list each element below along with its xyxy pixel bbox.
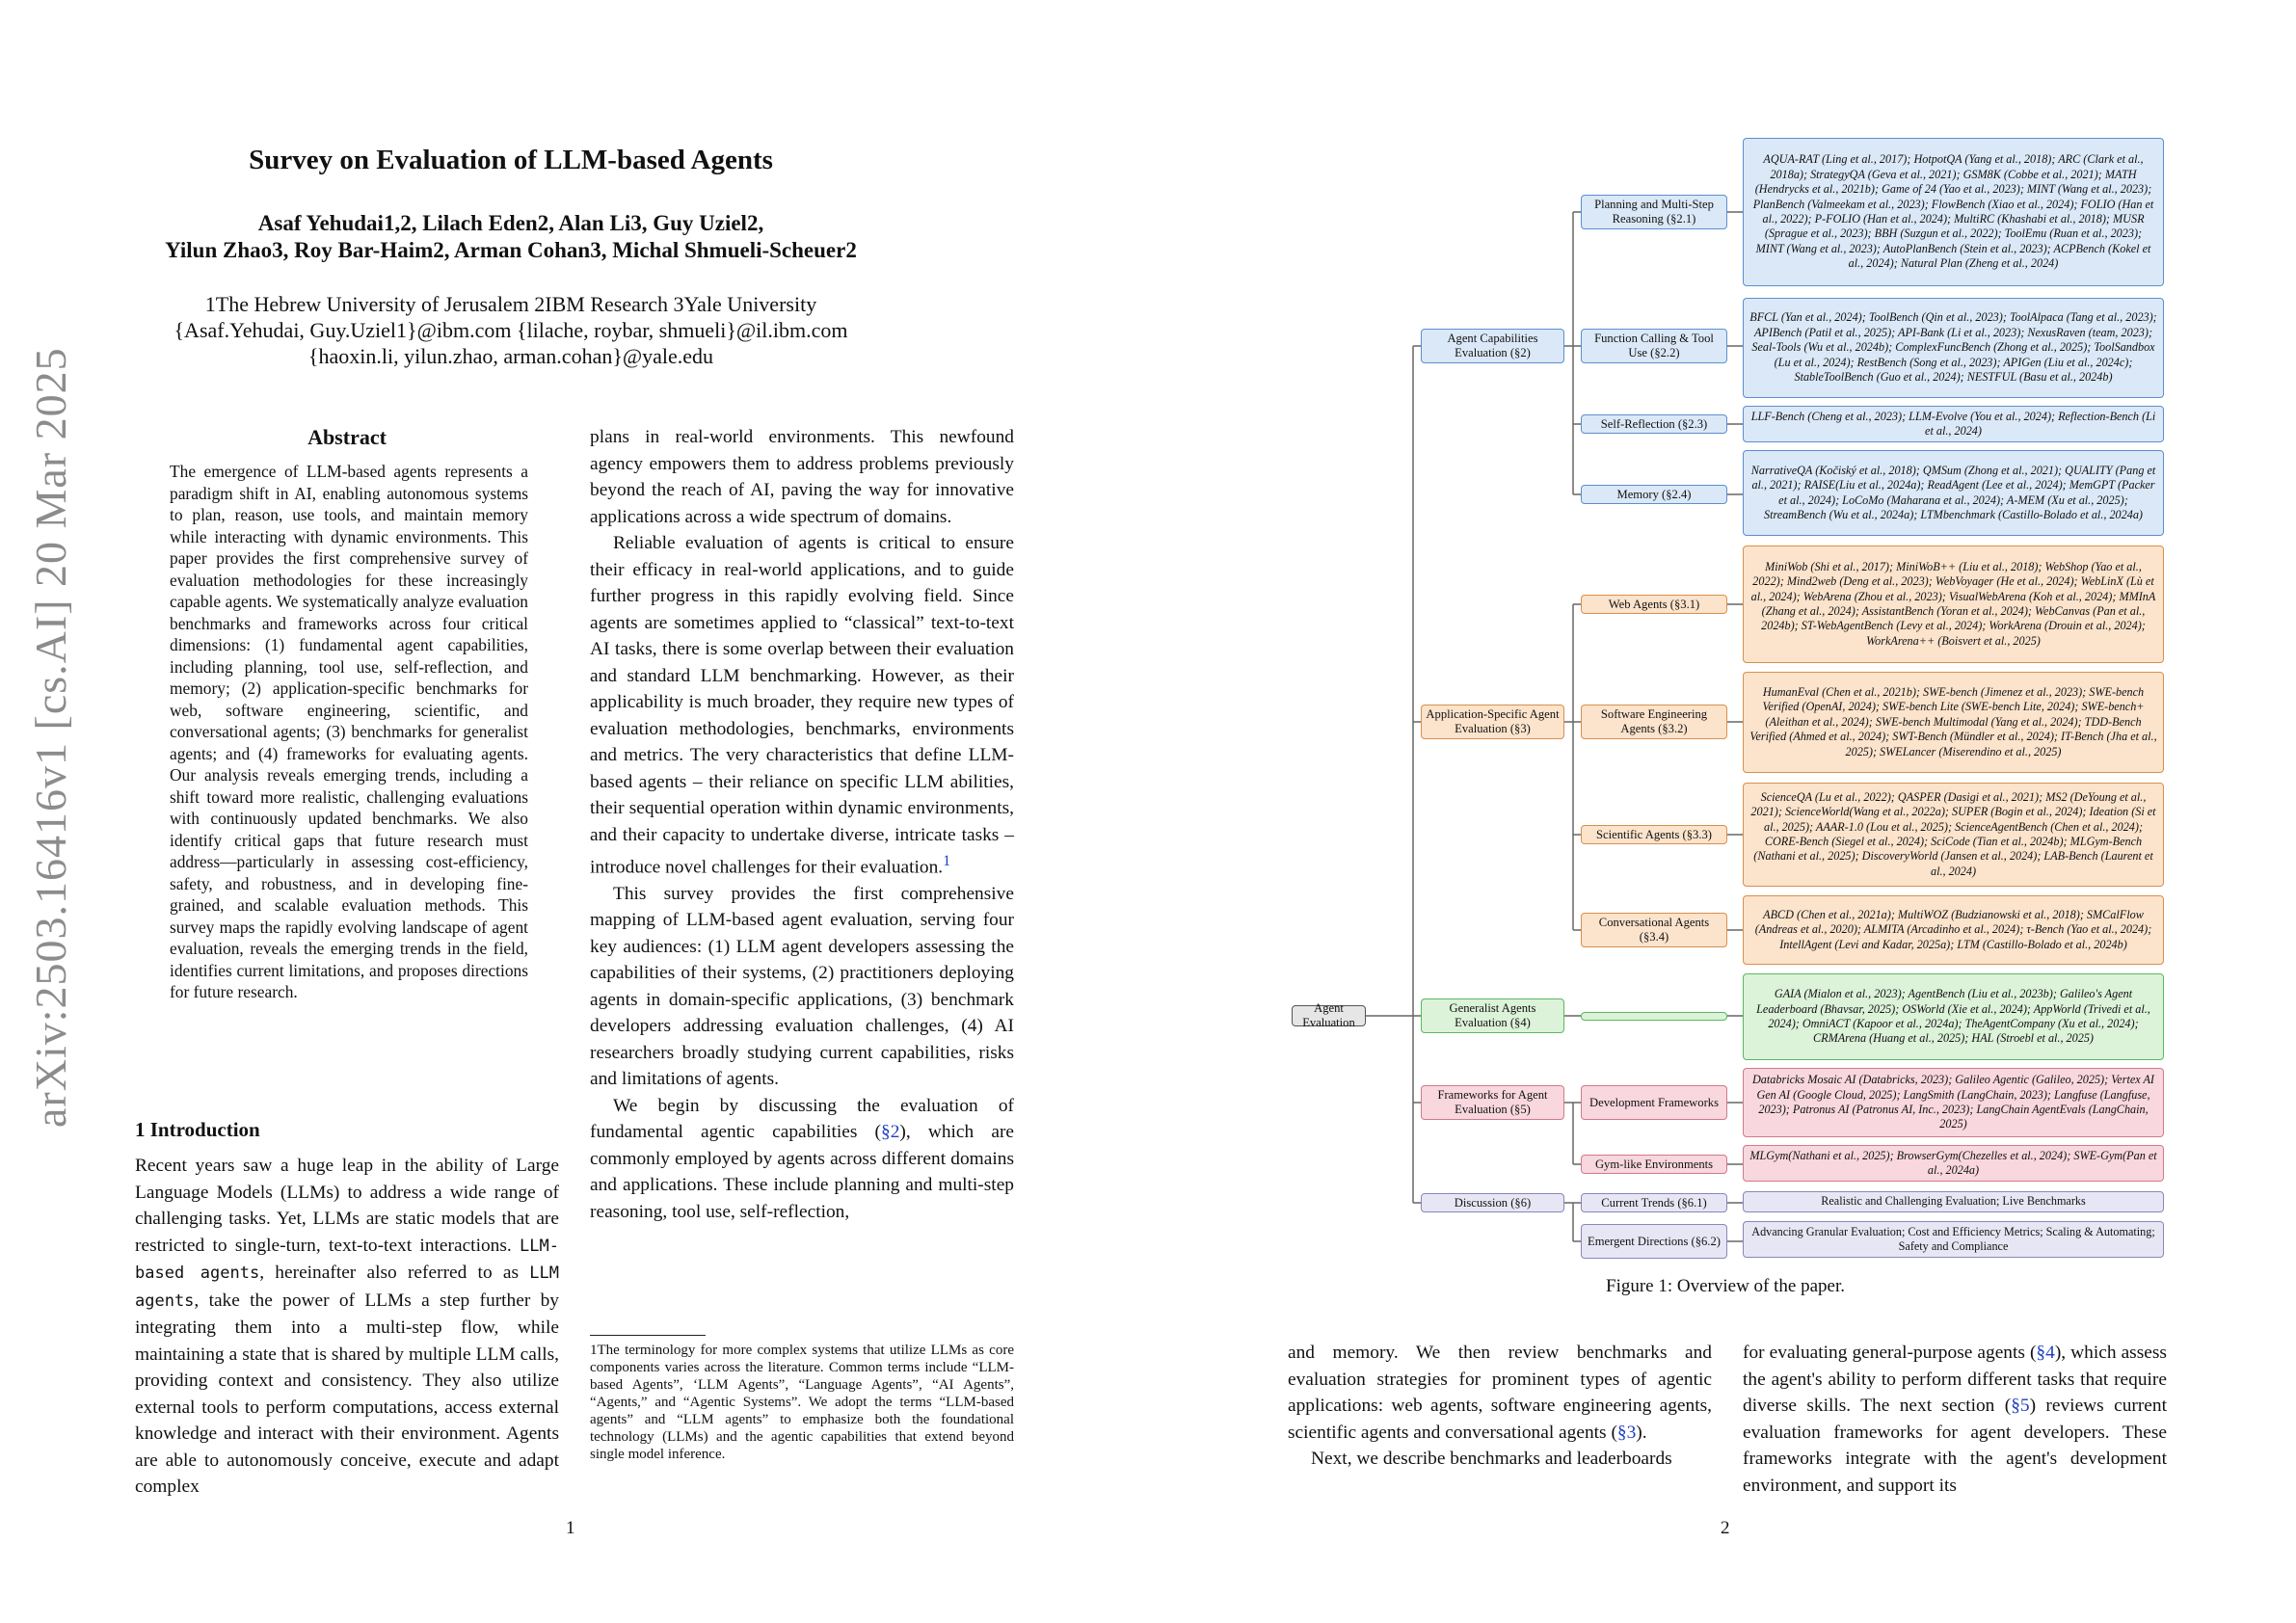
tree-sub-gym-like: Gym-like Environments — [1581, 1155, 1727, 1174]
col2-paragraph-4: We begin by discussing the evaluation of fundamental agentic capabilities (§2), which are commonly employed by agents across different domains and applications. These include planning and multi-step reasoning, tool use, self-reflection, — [590, 1095, 1015, 1222]
affiliation-line: 1The Hebrew University of Jerusalem 2IBM Research 3Yale University — [204, 292, 817, 316]
tree-root-node: Agent Evaluation — [1292, 1005, 1366, 1026]
tree-leaf-memory: NarrativeQA (Kočiský et al., 2018); QMSum (Zhong et al., 2021); QUALITY (Pang et al., 2021); RAISE(Liu et al., 2024a); ReadAgent (Lee et al., 2024); MemGPT (Packer et al., 2024); LoCoMo (Maharana et al., 2024); A-MEM (Xu et al., 2025); StreamBench (Wu et al., 2024a); LTMbenchmark (Castillo-Bolado et al., 2024a) — [1743, 450, 2164, 536]
col3-paragraph-1: and memory. We then review benchmarks and evaluation strategies for prominent types of agentic applications: web agents, software engineering agents, scientific agents and conversational agents (§3). — [1288, 1343, 1712, 1443]
tree-leaf-conversational: ABCD (Chen et al., 2021a); MultiWOZ (Budzianowski et al., 2018); SMCalFlow (Andreas et al., 2020); ALMITA (Arcadinho et al., 2024); τ-Bench (Yao et al., 2024); IntellAgent (Levi and Kadar, 2025a); LTM (Castillo-Bolado et al., 2024b) — [1743, 895, 2164, 965]
tree-sub-planning: Planning and Multi-Step Reasoning (§2.1) — [1581, 195, 1727, 229]
email-line-2: {haoxin.li, yilun.zhao, arman.cohan}@yale.edu — [307, 344, 714, 368]
page2-column-1 — [1288, 1340, 1712, 1473]
tree-leaf-gym-like: MLGym(Nathani et al., 2025); BrowserGym(Chezelles et al., 2024); SWE-Gym(Pan et al., 2024a) — [1743, 1145, 2164, 1182]
col3-paragraph-2: Next, we describe benchmarks and leaderboards — [1311, 1449, 1672, 1469]
col2-paragraph-3: This survey provides the first comprehensive mapping of LLM-based agent evaluation, serving four key audiences: (1) LLM agent developers assessing the capabilities of their systems, (2) practitioners deploying agents in domain-specific applications, (3) benchmark developers addressing evaluation challenges, (4) AI researchers broadly studying current capabilities, risks and limitations of agents. — [590, 883, 1014, 1090]
tree-sub-current-trends: Current Trends (§6.1) — [1581, 1193, 1727, 1212]
figure-caption: Figure 1: Overview of the paper. — [1606, 1276, 1845, 1296]
section-3-link[interactable]: §3 — [1616, 1422, 1637, 1443]
footnote-marker[interactable]: 1 — [943, 853, 951, 869]
tree-sub-memory: Memory (§2.4) — [1581, 485, 1727, 504]
tree-category-agent-capabilities: Agent Capabilities Evaluation (§2) — [1421, 329, 1564, 363]
tree-sub-development-frameworks: Development Frameworks — [1581, 1085, 1727, 1120]
tree-sub-generalist-connector — [1581, 1012, 1727, 1021]
section-heading-introduction: 1 Introduction — [135, 1118, 260, 1141]
footnote-text: 1The terminology for more complex systems that utilize LLMs as core components varies across the literature. Common terms include “LLM-based Agents”, ‘LLM Agents”, “Language Agents”, “AI Agents”, “Agents,” and “Agentic Systems”. We adopt the terms “LLM-based agents” and “LLM agents” to emphasize both the foundational technology (LLMs) and the agentic capabilities that extend beyond single model inference. — [590, 1343, 1014, 1462]
col4-paragraph-1: for evaluating general-purpose agents (§4), which assess the agent's ability to perform different tasks that require diverse skills. The next section (§5) reviews current evaluation frameworks for agent developers. These frameworks integrate with the agent's development environment, and support its — [1743, 1343, 2167, 1496]
page-number-1: 1 — [566, 1518, 575, 1538]
tree-category-application-specific: Application-Specific Agent Evaluation (§3) — [1421, 705, 1564, 739]
col2-paragraph-1: plans in real-world environments. This newfound agency empowers them to address problems previously beyond the reach of AI, paving the way for innovative applications across a wide spectrum of domains. — [590, 427, 1014, 527]
page-number-2: 2 — [1721, 1518, 1730, 1538]
section-2-link[interactable]: §2 — [881, 1122, 900, 1143]
tree-category-generalist: Generalist Agents Evaluation (§4) — [1421, 998, 1564, 1033]
col2-paragraph-2: Reliable evaluation of agents is critical to ensure their efficacy in real-world applications, and to guide further progress in this rapidly evolving field. Since agents are sometimes applied to “classical” text-to-text AI tasks, there is some overlap between their evaluation and standard LLM benchmarking. However, as their applicability is much broader, they require new types of evaluation methodologies, benchmarks, environments and metrics. The very characteristics that define LLM-based agents – their reliance on specific LLM abilities, their sequential operation within dynamic environments, and their capacity to undertake diverse, intricate tasks – introduce novel challenges for their evaluation.$^1$ — [590, 533, 1014, 878]
tree-sub-function-calling: Function Calling & Tool Use (§2.2) — [1581, 329, 1727, 363]
tree-leaf-generalist: GAIA (Mialon et al., 2023); AgentBench (Liu et al., 2023b); Galileo's Agent Leaderboard (Bhavsar, 2025); OSWorld (Xie et al., 2024); AppWorld (Trivedi et al., 2024); OmniACT (Kapoor et al., 2024a); TheAgentCompany (Xu et al., 2024); CRMArena (Huang et al., 2025); HAL (Stroebl et al., 2025) — [1743, 973, 2164, 1060]
email-line-1: {Asaf.Yehudai, Guy.Uziel1}@ibm.com {lilache, roybar, shmueli}@il.ibm.com — [174, 318, 848, 342]
intro-paragraph-1: Recent years saw a huge leap in the ability of Large Language Models (LLMs) to address a wide range of challenging tasks. Yet, LLMs are static models that are restricted to single-turn, text-to-text interactions. LLM-based agents, hereinafter also referred to as LLM agents, take the power of LLMs a step further by integrating them into a multi-step flow, while maintaining a state that is shared by multiple LLM calls, providing context and consistency. They also utilize external tools to perform computations, access external knowledge and interact with their environment. Agents are able to autonomously conceive, execute and adapt complex — [135, 1156, 559, 1497]
tree-category-discussion: Discussion (§6) — [1421, 1193, 1564, 1212]
tree-sub-scientific: Scientific Agents (§3.3) — [1581, 825, 1727, 844]
section-5-link[interactable]: §5 — [2011, 1396, 2030, 1416]
tree-leaf-current-trends: Realistic and Challenging Evaluation; Live Benchmarks — [1743, 1191, 2164, 1212]
tree-sub-conversational: Conversational Agents (§3.4) — [1581, 913, 1727, 947]
paper-title: Survey on Evaluation of LLM-based Agents — [249, 145, 773, 175]
authors-line-1: Asaf Yehudai1,2, Lilach Eden2, Alan Li3, Guy Uziel2, — [257, 211, 764, 235]
tree-sub-web-agents: Web Agents (§3.1) — [1581, 595, 1727, 614]
tree-sub-self-reflection: Self-Reflection (§2.3) — [1581, 414, 1727, 434]
section-4-link[interactable]: §4 — [2036, 1343, 2055, 1363]
abstract-text: The emergence of LLM-based agents represents a paradigm shift in AI, enabling autonomous systems to plan, reason, use tools, and maintain memory while interacting with dynamic environments. This paper provides the first comprehensive survey of evaluation methodologies for these increasingly capable agents. We systematically analyze evaluation benchmarks and frameworks across four critical dimensions: (1) fundamental agent capabilities, including planning, tool use, self-reflection, and memory; (2) application-specific benchmarks for web, software engineering, scientific, and conversational agents; (3) benchmarks for generalist agents; and (4) frameworks for evaluating agents. Our analysis reveals emerging trends, including a shift toward more realistic, challenging evaluations with continuously updated benchmarks. We also identify critical gaps that future research must address—particularly in assessing cost-efficiency, safety, and robustness, and in developing fine-grained, and scalable evaluation methods. This survey maps the rapidly evolving landscape of agent evaluation, reveals the emerging trends in the field, identifies current limitations, and proposes directions for future research. — [170, 462, 528, 1001]
authors-line-2: Yilun Zhao3, Roy Bar-Haim2, Arman Cohan3, Michal Shmueli-Scheuer2 — [165, 238, 857, 262]
tree-sub-emergent-directions: Emergent Directions (§6.2) — [1581, 1224, 1727, 1259]
tree-leaf-function-calling: BFCL (Yan et al., 2024); ToolBench (Qin et al., 2023); ToolAlpaca (Tang et al., 2023); APIBench (Patil et al., 2025); API-Bank (Li et al., 2023); NexusRaven (team, 2023); Seal-Tools (Wu et al., 2024b); ComplexFuncBench (Zhong et al., 2025); ToolSandbox (Lu et al., 2024); RestBench (Song et al., 2023); APIGen (Liu et al., 2024c); StableToolBench (Guo et al., 2024); NESTFUL (Basu et al., 2024b) — [1743, 298, 2164, 398]
abstract-heading: Abstract — [307, 425, 387, 449]
arxiv-stamp: arXiv:2503.16416v1 [cs.AI] 20 Mar 2025 — [26, 347, 75, 1128]
tree-leaf-web-agents: MiniWob (Shi et al., 2017); MiniWoB++ (Liu et al., 2018); WebShop (Yao et al., 2022); Mind2web (Deng et al., 2023); WebVoyager (He et al., 2024); WebLinX (Lù et al., 2024); WebArena (Zhou et al., 2023); VisualWebArena (Koh et al., 2024); MMInA (Zhang et al., 2024); AssistantBench (Yoran et al., 2024); WebCanvas (Pan et al., 2024b); ST-WebAgentBench (Levy et al., 2024); WorkArena (Drouin et al., 2024); WorkArena++ (Boisvert et al., 2025) — [1743, 545, 2164, 663]
page2-column-2 — [1743, 1340, 2167, 1499]
tree-leaf-emergent-directions: Advancing Granular Evaluation; Cost and Efficiency Metrics; Scaling & Automating; Safety and Compliance — [1743, 1221, 2164, 1258]
tree-leaf-planning: AQUA-RAT (Ling et al., 2017); HotpotQA (Yang et al., 2018); ARC (Clark et al., 2018a); StrategyQA (Geva et al., 2021); GSM8K (Cobbe et al., 2021); MATH (Hendrycks et al., 2021b); Game of 24 (Yao et al., 2023); MINT (Wang et al., 2023); PlanBench (Valmeekam et al., 2023); FlowBench (Xiao et al., 2024); FOLIO (Han et al., 2022); P-FOLIO (Han et al., 2024); MultiRC (Khashabi et al., 2018); MUSR (Sprague et al., 2023); BBH (Suzgun et al., 2022); ToolEmu (Ruan et al., 2023); MINT (Wang et al., 2023); AutoPlanBench (Stein et al., 2023); ACPBench (Kokel et al., 2024); Natural Plan (Zheng et al., 2024) — [1743, 138, 2164, 286]
tree-leaf-scientific: ScienceQA (Lu et al., 2022); QASPER (Dasigi et al., 2021); MS2 (DeYoung et al., 2021); ScienceWorld(Wang et al., 2022a); SUPER (Bogin et al., 2024); Ideation (Si et al., 2025); AAAR-1.0 (Lou et al., 2025); ScienceAgentBench (Chen et al., 2024); CORE-Bench (Siegel et al., 2024); SciCode (Tian et al., 2024b); MLGym-Bench (Nathani et al., 2025); DiscoveryWorld (Jansen et al., 2024); LAB-Bench (Laurent et al., 2024) — [1743, 783, 2164, 887]
tree-leaf-self-reflection: LLF-Bench (Cheng et al., 2023); LLM-Evolve (You et al., 2024); Reflection-Bench (Li et al., 2024) — [1743, 406, 2164, 442]
tree-category-frameworks: Frameworks for Agent Evaluation (§5) — [1421, 1085, 1564, 1120]
tree-leaf-software-engineering: HumanEval (Chen et al., 2021b); SWE-bench (Jimenez et al., 2023); SWE-bench Verified (OpenAI, 2024); SWE-bench Lite (SWE-bench Lite, 2024); SWE-bench+ (Aleithan et al., 2024); SWE-bench Multimodal (Yang et al., 2024); TDD-Bench Verified (Ahmed et al., 2024); SWT-Bench (Mündler et al., 2024); IT-Bench (Jha et al., 2025); SWELancer (Miserendino et al., 2025) — [1743, 672, 2164, 773]
tree-leaf-development-frameworks: Databricks Mosaic AI (Databricks, 2023); Galileo Agentic (Galileo, 2025); Vertex AI Gen AI (Google Cloud, 2025); LangSmith (LangChain, 2023); Langfuse (Langfuse, 2023); Patronus AI (Patronus AI, Inc., 2023); LangChain AgentEvals (LangChain, 2025) — [1743, 1068, 2164, 1137]
tree-sub-software-engineering: Software Engineering Agents (§3.2) — [1581, 705, 1727, 739]
